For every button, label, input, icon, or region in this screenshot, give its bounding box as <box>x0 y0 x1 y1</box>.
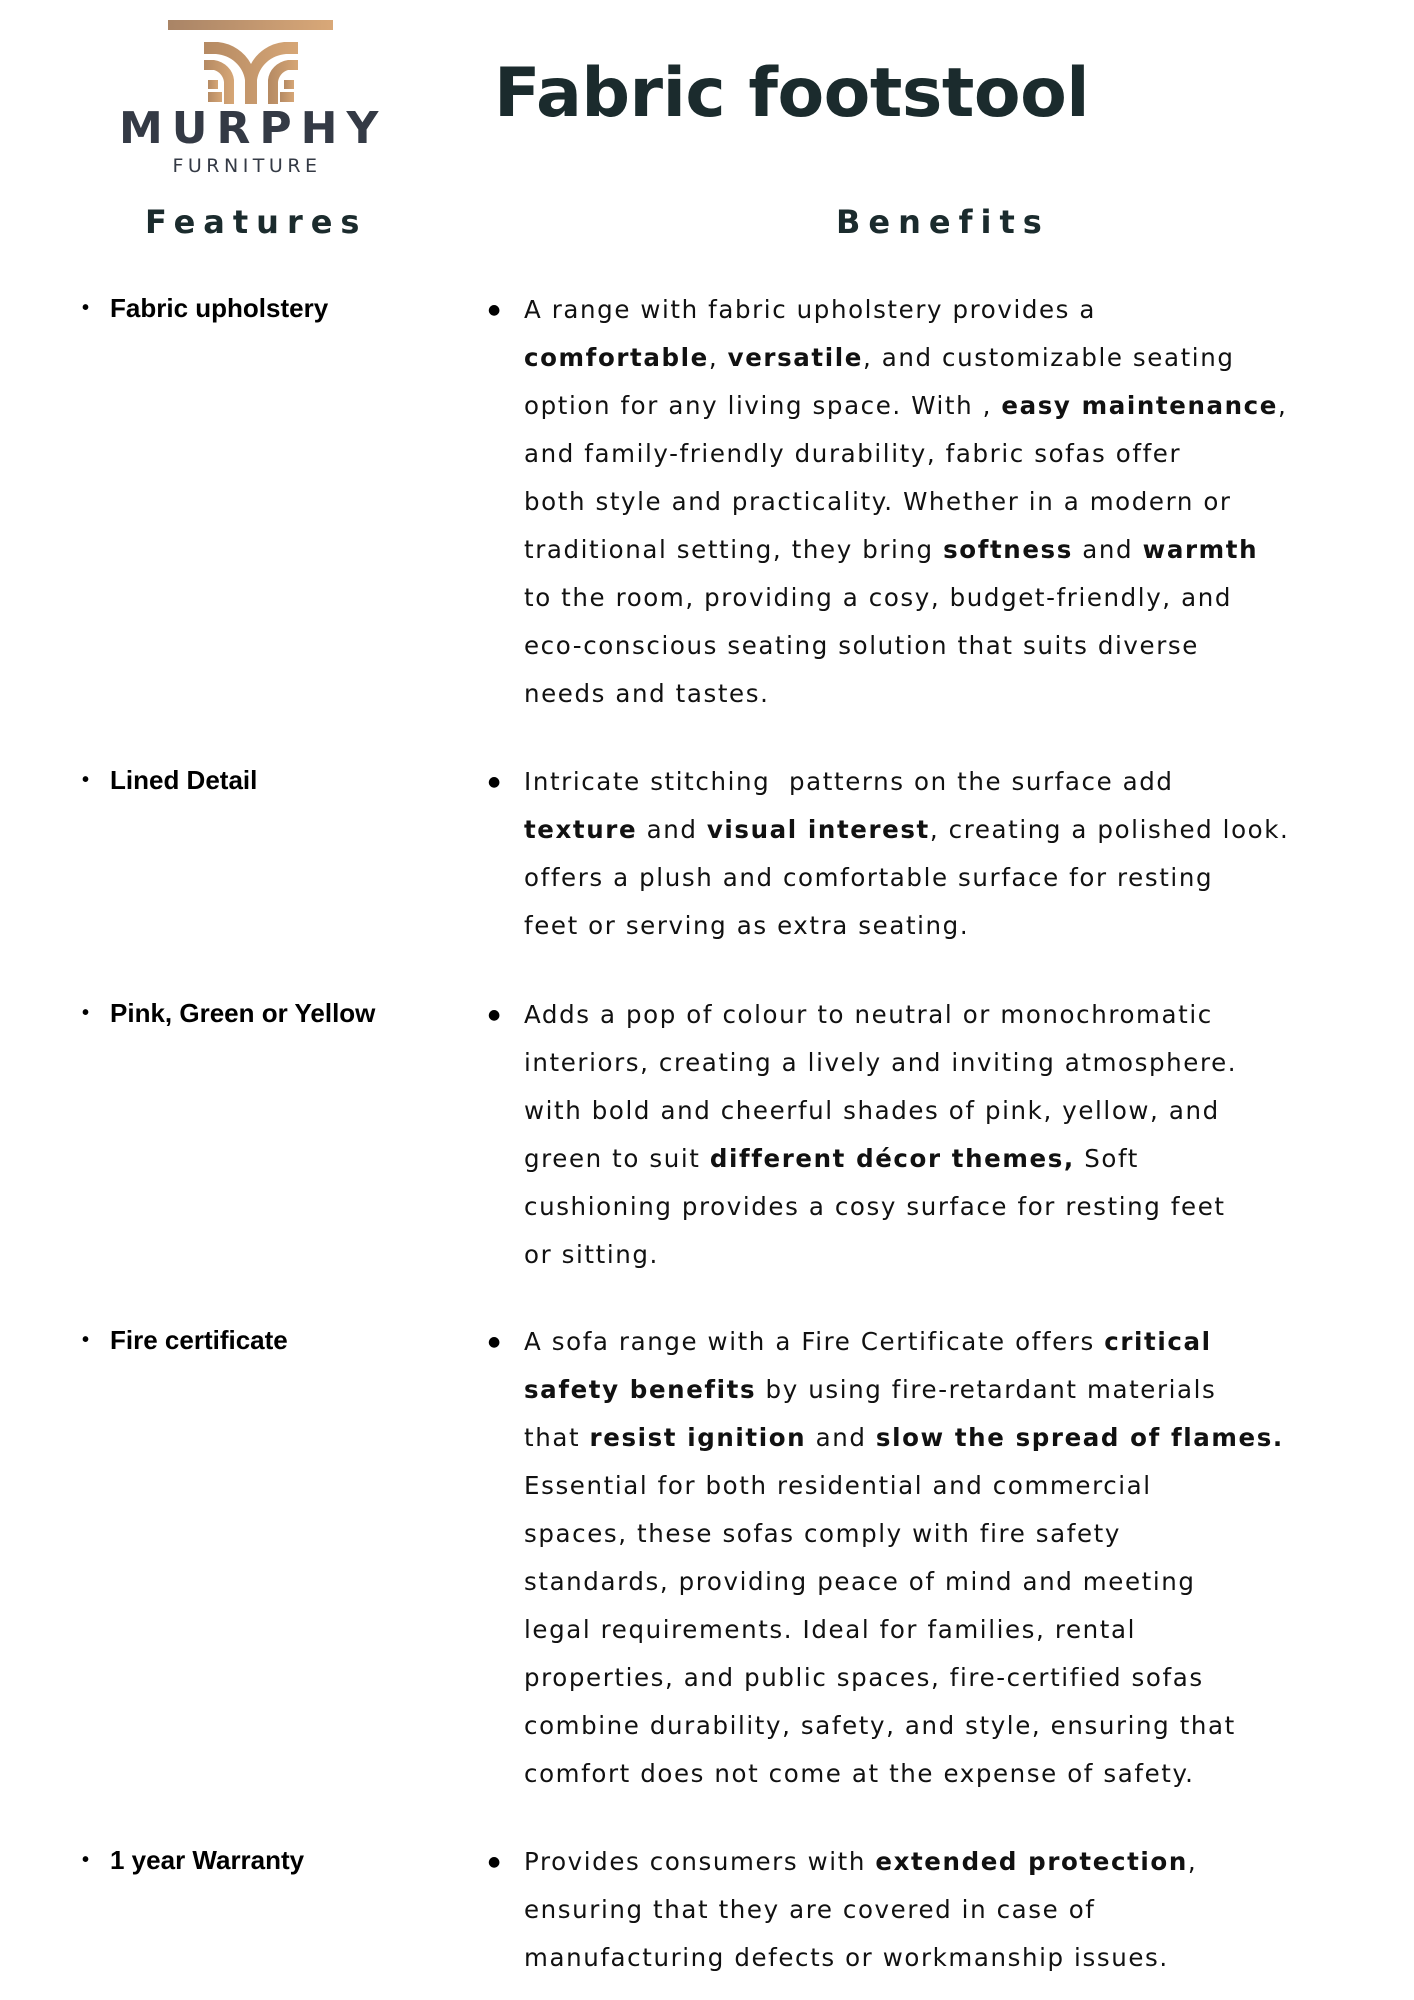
features-heading: Features <box>145 203 368 241</box>
bullet-icon: • <box>82 769 90 791</box>
benefit-segment: to the room, providing a cosy, budget-friendly, and <box>524 583 1232 612</box>
benefit-segment: interiors, creating a lively and inviting atmosphere. <box>524 1048 1238 1077</box>
benefit-line <box>524 1414 1284 1462</box>
benefit-line <box>524 991 1237 1039</box>
feature-item <box>82 1316 288 1364</box>
benefit-segment: and <box>806 1423 876 1452</box>
benefit-line <box>524 854 1289 902</box>
benefit-emphasis: comfortable <box>524 343 709 372</box>
benefit-segment: ensuring that they are covered in case of <box>524 1895 1096 1924</box>
benefit-segment: Essential for both residential and commercial <box>524 1471 1152 1500</box>
bullet-icon: • <box>82 1849 90 1871</box>
logo-bar <box>168 20 333 30</box>
benefit-segment: both style and practicality. Whether in a modern or <box>524 487 1232 516</box>
benefit-emphasis: warmth <box>1142 535 1259 564</box>
benefit-segment: , and customizable seating <box>862 343 1235 372</box>
feature-label: Fire certificate <box>110 1325 288 1355</box>
benefit-segment: needs and tastes. <box>524 679 770 708</box>
benefit-line <box>524 1366 1284 1414</box>
benefit-emphasis: slow the spread of flames. <box>875 1423 1284 1452</box>
benefit-line <box>524 382 1287 430</box>
benefit-segment: and <box>637 815 707 844</box>
benefit-segment: green to suit <box>524 1144 710 1173</box>
benefit-emphasis: safety benefits <box>524 1375 757 1404</box>
benefit-line <box>524 1510 1284 1558</box>
page-title: Fabric footstool <box>494 54 1090 133</box>
brand-subtitle: FURNITURE <box>172 155 322 177</box>
bullet-icon: • <box>82 1002 90 1024</box>
benefit-emphasis: extended protection <box>875 1847 1188 1876</box>
benefit-line <box>524 670 1287 718</box>
benefit-text <box>524 286 1287 718</box>
feature-label: Pink, Green or Yellow <box>110 998 376 1028</box>
benefit-line <box>524 478 1287 526</box>
benefit-line <box>524 1039 1237 1087</box>
benefit-line <box>524 1231 1237 1279</box>
benefit-line <box>524 526 1287 574</box>
benefit-segment: Provides consumers with <box>524 1847 876 1876</box>
benefit-segment: A sofa range with a Fire Certificate offers <box>524 1327 1105 1356</box>
bullet-icon: • <box>82 297 90 319</box>
benefits-heading: Benefits <box>836 203 1050 241</box>
benefit-line <box>524 622 1287 670</box>
feature-label: 1 year Warranty <box>110 1845 305 1875</box>
benefit-emphasis: different décor themes, <box>709 1144 1075 1173</box>
benefit-line <box>524 1702 1284 1750</box>
benefit-text <box>524 758 1289 950</box>
benefit-segment: or sitting. <box>524 1240 659 1269</box>
benefit-line <box>524 1606 1284 1654</box>
benefit-line <box>524 1558 1284 1606</box>
benefit-line <box>524 1934 1197 1982</box>
benefit-segment: spaces, these sofas comply with fire safety <box>524 1519 1121 1548</box>
feature-item <box>82 756 257 804</box>
benefit-line <box>524 1462 1284 1510</box>
benefit-line <box>524 574 1287 622</box>
brand-name: MURPHY <box>119 103 388 154</box>
benefit-segment: combine durability, safety, and style, ensuring that <box>524 1711 1236 1740</box>
benefit-segment: properties, and public spaces, fire-certified sofas <box>524 1663 1204 1692</box>
benefit-emphasis: easy maintenance <box>1001 391 1279 420</box>
benefit-segment: manufacturing defects or workmanship issues. <box>524 1943 1169 1972</box>
benefit-text <box>524 991 1237 1279</box>
feature-item <box>82 284 328 332</box>
bullet-icon: ● <box>488 1854 501 1870</box>
benefit-line <box>524 286 1287 334</box>
benefit-segment: , <box>708 343 728 372</box>
feature-label: Lined Detail <box>110 765 258 795</box>
benefit-line <box>524 758 1289 806</box>
benefit-segment: with bold and cheerful shades of pink, yellow, and <box>524 1096 1220 1125</box>
benefit-segment: cushioning provides a cosy surface for resting feet <box>524 1192 1226 1221</box>
benefit-segment: and family-friendly durability, fabric sofas offer <box>524 439 1182 468</box>
benefit-segment: Adds a pop of colour to neutral or monochromatic <box>524 1000 1213 1029</box>
benefit-segment: , <box>1278 391 1288 420</box>
benefit-emphasis: resist ignition <box>589 1423 807 1452</box>
feature-item <box>82 1836 304 1884</box>
benefit-line <box>524 430 1287 478</box>
benefit-segment: that <box>524 1423 590 1452</box>
bullet-icon: • <box>82 1329 90 1351</box>
benefit-segment: feet or serving as extra seating. <box>524 911 970 940</box>
bullet-icon: ● <box>488 302 501 318</box>
bullet-icon: ● <box>488 1007 501 1023</box>
benefit-segment: and <box>1072 535 1143 564</box>
benefit-line <box>524 1838 1197 1886</box>
benefit-line <box>524 902 1289 950</box>
benefit-segment: , <box>1187 1847 1198 1876</box>
benefit-segment: traditional setting, they bring <box>524 535 944 564</box>
benefit-segment: standards, providing peace of mind and meeting <box>524 1567 1196 1596</box>
logo-mark-icon <box>202 40 300 104</box>
benefit-emphasis: visual interest <box>706 815 930 844</box>
benefit-segment: comfort does not come at the expense of safety. <box>524 1759 1195 1788</box>
benefit-emphasis: versatile <box>727 343 863 372</box>
benefit-line <box>524 1135 1237 1183</box>
benefit-emphasis: texture <box>524 815 638 844</box>
benefit-text <box>524 1318 1284 1798</box>
benefit-line <box>524 1183 1237 1231</box>
benefit-line <box>524 1654 1284 1702</box>
bullet-icon: ● <box>488 1334 501 1350</box>
benefit-line <box>524 1318 1284 1366</box>
benefit-line <box>524 1087 1237 1135</box>
feature-item <box>82 989 375 1037</box>
benefit-segment: A range with fabric upholstery provides a <box>524 295 1097 324</box>
benefit-segment: option for any living space. With , <box>524 391 1002 420</box>
benefit-line <box>524 806 1289 854</box>
benefit-line <box>524 1750 1284 1798</box>
benefit-segment: Intricate stitching patterns on the surface add <box>524 767 1174 796</box>
benefit-segment: legal requirements. Ideal for families, rental <box>524 1615 1136 1644</box>
feature-label: Fabric upholstery <box>110 293 329 323</box>
benefit-segment: Soft <box>1074 1144 1139 1173</box>
benefit-line <box>524 1886 1197 1934</box>
benefit-segment: eco-conscious seating solution that suits diverse <box>524 631 1199 660</box>
benefit-text <box>524 1838 1197 1982</box>
benefit-emphasis: critical <box>1104 1327 1212 1356</box>
benefit-segment: , creating a polished look. <box>929 815 1290 844</box>
benefit-emphasis: softness <box>943 535 1073 564</box>
bullet-icon: ● <box>488 774 501 790</box>
benefit-line <box>524 334 1287 382</box>
benefit-segment: by using fire-retardant materials <box>756 1375 1217 1404</box>
brand-logo <box>110 18 388 183</box>
benefit-segment: offers a plush and comfortable surface for resting <box>524 863 1214 892</box>
